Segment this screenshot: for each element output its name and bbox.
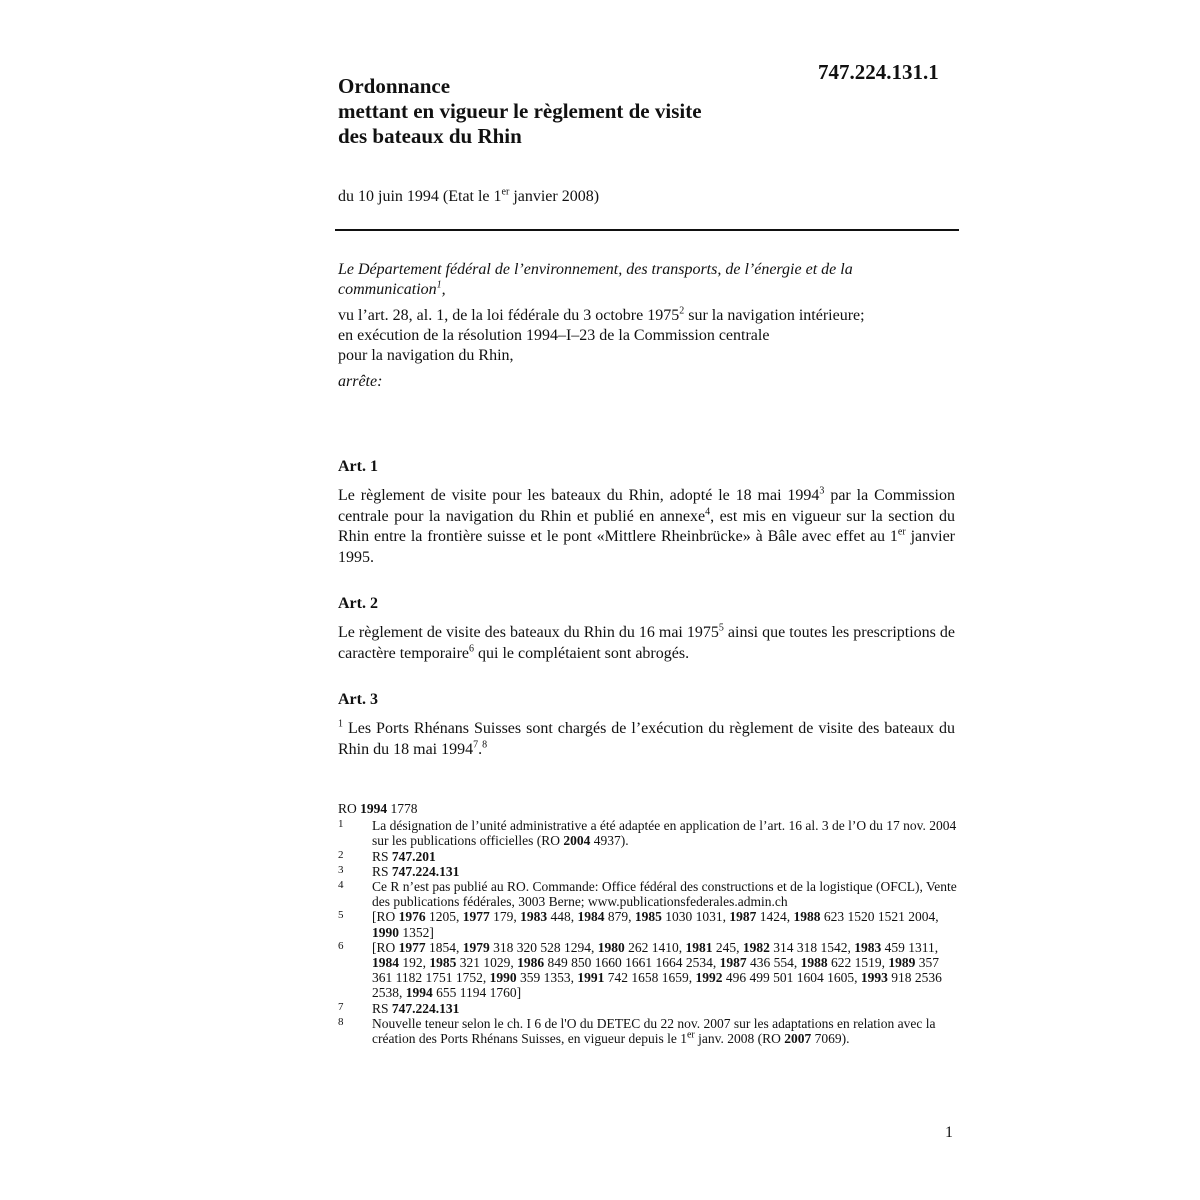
footnote-text-part: 4937). (590, 833, 629, 849)
paragraph-number: 1 (338, 718, 343, 730)
article-2-text (338, 623, 955, 664)
footnote-text-part: La désignation de l’unité administrative a été adaptée en application de l’art. 16 al. 3 de l’O du 17 nov. 2004 sur les publications officielles (RO (372, 818, 957, 849)
footnote-text-part: 1991 (577, 970, 605, 986)
article-text: Les Ports Rhénans Suisses sont chargés de l’exécution du règlement de visite des bateaux du Rhin du 18 mai 1994 (338, 720, 955, 758)
footnote-ref[interactable]: 5 (718, 622, 724, 634)
document-date (338, 188, 599, 206)
footnote-ref[interactable]: 1 (436, 279, 442, 291)
footnote-text-part: 357 361 1182 1751 1752, (372, 955, 939, 986)
footnote-item (338, 1001, 958, 1016)
footnote-text-part: Ce R n’est pas publié au RO. Commande: Office fédéral des constructions et de la logistique (OFCL), Vente des publications fédérales, 3003 Berne; www.publicationsfederales.admin.ch (372, 879, 957, 910)
footnote-text-part: 1983 (854, 939, 882, 955)
basis-text-end: sur la navigation intérieure; (684, 307, 865, 324)
footnote-item (338, 1016, 958, 1046)
footnote-text-part: RS (372, 1000, 392, 1016)
footnote-ref[interactable]: 7 (473, 739, 479, 751)
footnote-item (338, 909, 958, 939)
footnote-text (372, 849, 958, 864)
footnote-text-part: 1988 (800, 955, 828, 971)
authority-comma: , (441, 281, 446, 298)
article-text: Le règlement de visite pour les bateaux du Rhin, adopté le 18 mai 1994 (338, 487, 820, 504)
footnote-text-part: 1988 (793, 909, 821, 925)
page-number: 1 (945, 1124, 953, 1141)
date-text-end: janvier 2008) (509, 188, 600, 205)
footnote-text-part: 1976 (398, 909, 426, 925)
footnote-item (338, 864, 958, 879)
footnote-text-part: 1987 (719, 955, 747, 971)
footnote-text-part: 1987 (729, 909, 757, 925)
footnote-text-part: 1977 (462, 909, 490, 925)
footnote-ref[interactable]: 3 (819, 485, 825, 497)
footnote-number: 6 (338, 939, 344, 952)
title-line-1: Ordonnance (338, 74, 451, 98)
footnote-text (372, 1016, 958, 1046)
footnote-text-part: 1984 (372, 955, 399, 971)
footnote-text-part: 1990 (372, 924, 399, 940)
ordinal-superscript: er (897, 526, 906, 538)
article-text: , est mis en vigueur sur la section du Rhin entre la frontière suisse et le pont «Mittlere Rheinbrücke» à Bâle avec effet au 1 (338, 507, 955, 545)
footnote-ref[interactable]: 6 (469, 643, 475, 655)
footnote-text-part: 1982 (742, 939, 770, 955)
footnote-text (372, 1001, 958, 1016)
footnote-text-part: 918 2536 2538, (372, 970, 942, 1001)
footnote-text-part: 1989 (888, 955, 916, 971)
footnote-number: 4 (338, 879, 344, 892)
footnote-text-part: 459 1311, (881, 939, 939, 955)
footnote-text-part: 1994 (405, 985, 433, 1001)
footnote-item (338, 849, 958, 864)
footnote-text-part: 192, (399, 955, 430, 971)
footnote-number: 3 (338, 863, 344, 876)
footnote-text-part: 318 320 528 1294, (489, 939, 598, 955)
article-text: qui le complétaient sont abrogés. (474, 644, 690, 662)
date-text: du 10 juin 1994 (Etat le 1 (338, 188, 502, 205)
footnote-text-part: 1984 (577, 909, 605, 925)
article-text: par la Commission centrale pour la navigation du Rhin et publié en annexe (338, 487, 955, 525)
footnote-text-part: 742 1658 1659, (604, 970, 696, 986)
footnote-text-part: RS (372, 863, 392, 879)
title-line-2: mettant en vigueur le règlement de visite (338, 99, 702, 123)
footnotes (338, 801, 958, 1046)
preamble-decrees: arrête: (338, 373, 383, 390)
footnote-text-part: 1993 (860, 970, 888, 986)
footnote-text-part: 1352] (399, 924, 434, 940)
footnote-text-part: 747.224.131 (391, 1000, 460, 1016)
footnote-text-part: 245, (712, 939, 743, 955)
preamble (338, 260, 956, 392)
footnote-text-part: 879, (604, 909, 635, 925)
footnote-text-part: 359 1353, (516, 970, 578, 986)
header-divider (335, 229, 959, 231)
ro-reference (338, 801, 958, 816)
footnote-text-part: 2004 (563, 833, 591, 849)
footnote-text-part: 7069). (811, 1031, 850, 1047)
article-text: ainsi que toutes les prescriptions de caractère temporaire (338, 624, 956, 662)
footnote-text-part: 1983 (520, 909, 548, 925)
footnote-text-part: er (686, 1029, 695, 1041)
footnote-number: 7 (338, 1000, 344, 1013)
footnote-text-part: 1854, (425, 939, 463, 955)
footnote-text-part: 179, (489, 909, 521, 925)
preamble-authority (338, 260, 956, 300)
footnote-text-part: 747.201 (391, 848, 436, 864)
footnote-item (338, 879, 958, 909)
footnote-text (372, 879, 958, 909)
footnote-list (338, 818, 958, 1046)
footnote-text (372, 940, 958, 1001)
footnote-text (372, 909, 958, 939)
basis-text: vu l’art. 28, al. 1, de la loi fédérale du 3 octobre 1975 (338, 307, 680, 324)
footnote-text-part: 747.224.131 (391, 863, 460, 879)
preamble-basis (338, 306, 956, 326)
footnote-text-part: 1977 (398, 939, 426, 955)
footnote-text-part: 321 1029, (456, 955, 518, 971)
date-superscript: er (501, 186, 510, 198)
article-text: Le règlement de visite des bateaux du Rhin du 16 mai 1975 (338, 624, 719, 641)
footnote-text-part: 622 1519, (827, 955, 889, 971)
article-1-heading: Art. 1 (338, 458, 378, 475)
footnote-number: 2 (338, 848, 344, 861)
footnote-item (338, 818, 958, 848)
footnote-text-part: 1990 (489, 970, 517, 986)
preamble-execution-line-2: pour la navigation du Rhin, (338, 347, 514, 364)
footnote-text-part: 1979 (462, 939, 490, 955)
footnote-ref[interactable]: 8 (482, 739, 488, 751)
document-title (338, 74, 798, 149)
ro-page: 1778 (387, 801, 418, 816)
footnote-text-part: [RO (372, 909, 399, 925)
footnote-ref[interactable]: 2 (679, 305, 685, 317)
footnote-text-part: 314 318 1542, (769, 939, 855, 955)
footnote-number: 5 (338, 909, 344, 922)
footnote-item (338, 940, 958, 1001)
footnote-text-part: RS (372, 848, 392, 864)
footnote-text-part: 496 499 501 1604 1605, (722, 970, 861, 986)
footnote-ref[interactable]: 4 (705, 506, 711, 518)
footnote-text-part: 1986 (517, 955, 545, 971)
footnote-number: 8 (338, 1015, 344, 1028)
footnote-text (372, 864, 958, 879)
footnote-text-part: janv. 2008 (RO (694, 1031, 785, 1047)
ro-label: RO (338, 801, 361, 816)
footnote-text-part: 1985 (429, 955, 457, 971)
footnote-text-part: 655 1194 1760] (432, 985, 522, 1001)
footnote-text-part: 262 1410, (624, 939, 686, 955)
article-text: janvier 1995. (338, 528, 955, 566)
article-3-text (338, 719, 955, 760)
preamble-execution-line-1: en exécution de la résolution 1994–I–23 de la Commission centrale (338, 327, 770, 344)
footnote-text-part: 1424, (756, 909, 794, 925)
ro-year: 1994 (360, 801, 388, 816)
sr-number: 747.224.131.1 (818, 60, 939, 84)
footnote-text-part: Nouvelle teneur selon le ch. I 6 de l'O du DETEC du 22 nov. 2007 sur les adaptations en relation avec la création des Ports Rhénans Suisses, en vigueur depuis le 1 (372, 1015, 936, 1047)
footnote-text-part: 1980 (597, 939, 625, 955)
title-line-3: des bateaux du Rhin (338, 124, 522, 148)
footnote-text-part: 1985 (634, 909, 662, 925)
article-text: . (478, 740, 483, 758)
footnote-text-part: 1981 (685, 939, 713, 955)
footnote-text-part: 436 554, (746, 955, 801, 971)
footnote-text-part: 1030 1031, (661, 909, 730, 925)
article-1-text (338, 486, 955, 568)
footnote-text-part: 849 850 1660 1661 1664 2534, (544, 955, 720, 971)
article-3-heading: Art. 3 (338, 691, 378, 708)
footnote-number: 1 (338, 818, 344, 831)
article-2-heading: Art. 2 (338, 595, 378, 612)
footnote-text-part: 1205, (425, 909, 463, 925)
footnote-text-part: 448, (547, 909, 578, 925)
footnote-text-part: 2007 (784, 1031, 812, 1047)
authority-text: Le Département fédéral de l’environnement, des transports, de l’énergie et de la communication (338, 261, 853, 298)
footnote-text-part: 1992 (695, 970, 723, 986)
footnote-text-part: 623 1520 1521 2004, (820, 909, 939, 925)
footnote-text (372, 818, 958, 848)
footnote-text-part: [RO (372, 939, 399, 955)
